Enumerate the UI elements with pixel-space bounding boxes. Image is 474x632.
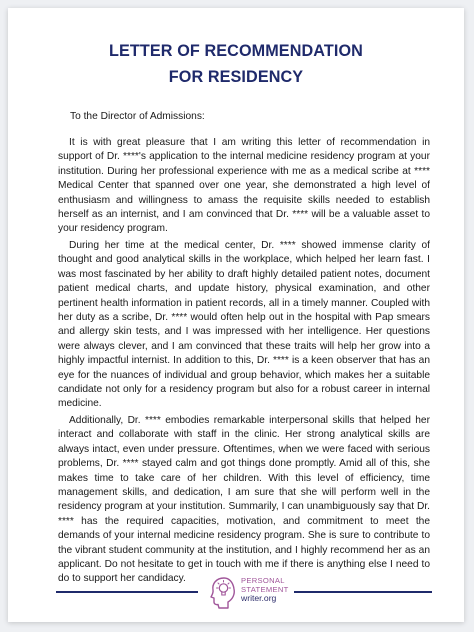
logo-wordmark: [241, 576, 289, 603]
footer-divider-right: [294, 591, 432, 593]
paragraph-3: Additionally, Dr. **** embodies remarkable interpersonal skills that helped her interact and collaborate with staff in the clinic. Her strong analytical skills are always intact, even under pressure. Oftentimes, when we were faced with serious problems, Dr. **** stayed calm and got things done promptly. Amid all of this, she makes time to take care of her children. With this level of efficiency, time management skills, and dedication, I am sure that she will perform well in the residency program at your institution. Summarily, I can unambiguously say that Dr. **** has the required capacities, motivation, and commitment to meet the demands of your internal medicine residency program. She is sure to contribute to the vibrant student community at the institution, and I highly recommend her as an applicant. Do not hesitate to get in touch with me if there is anything else I need to do to support her candidacy.: [58, 415, 430, 585]
salutation: To the Director of Admissions:: [70, 111, 205, 122]
brand-logo[interactable]: [208, 574, 292, 616]
letter-title: [8, 38, 464, 90]
logo-line-statement: STATEMENT: [241, 585, 289, 594]
title-line-2: FOR RESIDENCY: [168, 68, 304, 86]
logo-line-domain: writer.org: [241, 593, 277, 603]
title-line-1: LETTER OF RECOMMENDATION: [109, 42, 363, 60]
logo-line-personal: PERSONAL: [241, 576, 285, 585]
paragraph-1: It is with great pleasure that I am writing this letter of recommendation in support of Dr. ****'s application to the internal medicine residency program at your institution. During her professional experience with me as a medical scribe at **** Medical Center that spanned over one year, she demonstrated a high level of enthusiasm and willingness to amass the requisite skills needed to establish herself as an internist, and I am convinced that Dr. **** will be a valuable asset to your residency program.: [58, 137, 430, 235]
footer-divider-left: [56, 591, 198, 593]
letter-page: [8, 8, 464, 622]
head-lightbulb-icon: [208, 575, 238, 611]
paragraph-2: During her time at the medical center, Dr. **** showed immense clarity of thought and good analytical skills in the workplace, which helped her learn fast. I was most fascinated by her ability to draft highly detailed patient notes, document patient medical charts, and update history, physical examination, and other pertinent health information in patient records, all in a timely manner. Coupled with her duty as a scribe, Dr. **** would often help out in the hospital with Pap smears and allergy skin tests, and I was impressed with her intelligence. Her questions were always clever, and I am convinced that these traits will help her grow into a highly impactful internist. In addition to this, Dr. **** is a keen observer that has an eye for the nuances of individual and group behavior, which makes her a suitable candidate not only for a residency program but also for a robust career in internal medicine.: [58, 240, 430, 410]
